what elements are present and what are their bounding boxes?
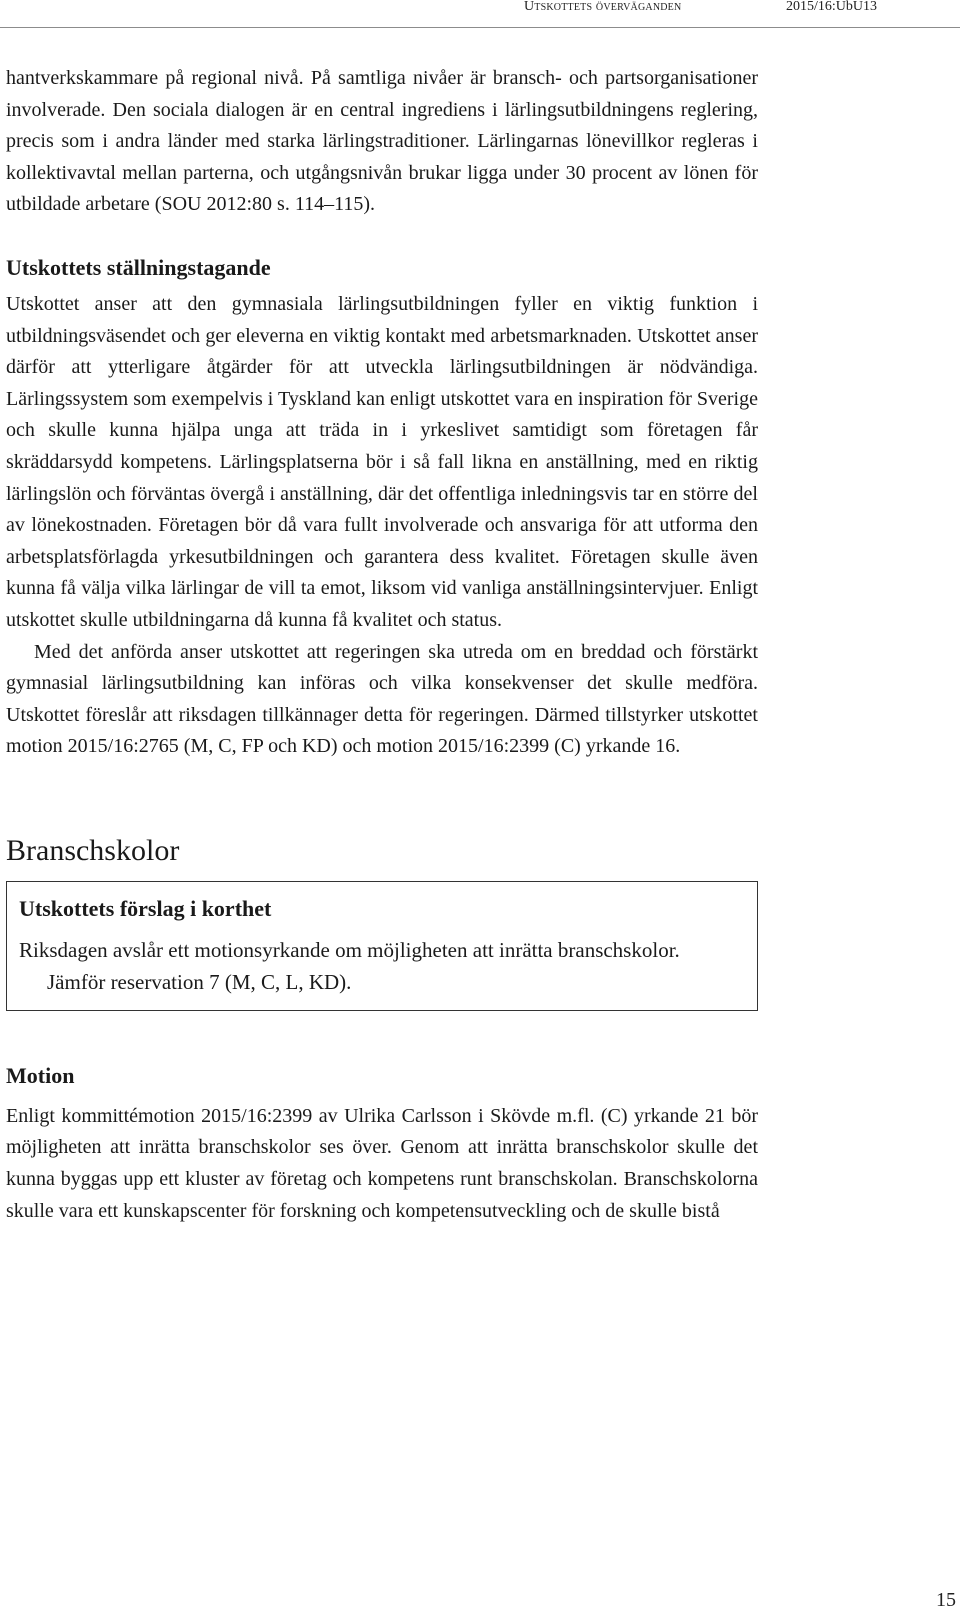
branschskolor-heading: Branschskolor <box>6 833 180 867</box>
document-number: 2015/16:UbU13 <box>786 0 877 14</box>
page-number: 15 <box>936 1589 956 1611</box>
page-body <box>6 63 758 1227</box>
summary-box <box>6 881 758 1011</box>
running-section-title: Utskottets överväganden <box>524 0 682 14</box>
intro-paragraph: hantverkskammare på regional nivå. På samtliga nivåer är bransch- och partsorganisationer involverade. Den sociala dialogen är en central ingrediens i lärlingsutbildningens reglering, precis som i andra länder med starka lärlingstraditioner. Lärlingarnas lönevillkor regleras i kollektivavtal mellan parterna, och utgångsnivån brukar ligga under 30 procent av lönen för utbildade arbetare (SOU 2012:80 s. 114–115). <box>6 67 758 216</box>
motion-heading: Motion <box>6 1062 75 1088</box>
position-paragraph-2: Med det anförda anser utskottet att regeringen ska utreda om en breddad och förstärkt gymnasial lärlingsutbildning kan införas och vilka konsekvenser det skulle medföra. Utskottet föreslår att riksdagen tillkännager detta för regeringen. Därmed tillstyrker utskottet motion 2015/16:2765 (M, C, FP och KD) och motion 2015/16:2399 (C) yrkande 16. <box>6 640 758 758</box>
position-heading: Utskottets ställningstagande <box>6 254 271 280</box>
header-rule <box>0 27 960 28</box>
position-paragraph-1: Utskottet anser att den gymnasiala lärlingsutbildningen fyller en viktig funktion i utbildningsväsendet och ger eleverna en viktig kontakt med arbetsmarknaden. Utskottet anser därför att ytterligare åtgärder för att utveckla lärlingsutbildningen är nödvändiga. Lärlingssystem som exempelvis i Tyskland kan enligt utskottet vara en inspiration för Sverige och skulle kunna hjälpa unga att träda in i yrkeslivet samtidigt som företagen får skräddarsydd kompetens. Lärlingsplatserna bör i så fall likna en anställning, med en riktig lärlingslön och förväntas övergå i anställning, där det offentliga inledningsvis tar en större del av lönekostnaden. Företagen bör då vara fullt involverade och ansvariga för att utforma den arbetsplatsförlagda yrkesutbildningen och garantera dess kvalitet. Företagen skulle även kunna få välja vilka lärlingar de vill ta emot, liksom vid vanliga anställningsintervjuer. Enligt utskottet skulle utbildningarna då kunna få kvalitet och status. <box>6 292 758 631</box>
page-header <box>0 0 960 40</box>
summary-title: Utskottets förslag i korthet <box>19 895 272 921</box>
summary-text: Riksdagen avslår ett motionsyrkande om möjligheten att inrätta branschskolor. <box>19 937 680 962</box>
summary-reservation: Jämför reservation 7 (M, C, L, KD). <box>47 969 352 994</box>
motion-paragraph: Enligt kommittémotion 2015/16:2399 av Ulrika Carlsson i Skövde m.fl. (C) yrkande 21 bör möjligheten att inrätta branschskolor ses över. Genom att inrätta branschskolor skulle det kunna byggas upp ett kluster av företag och kompetens runt branschskolan. Branschskolorna skulle vara ett kunskapscenter för forskning och kompetensutveckling och de skulle bistå <box>6 1104 758 1222</box>
